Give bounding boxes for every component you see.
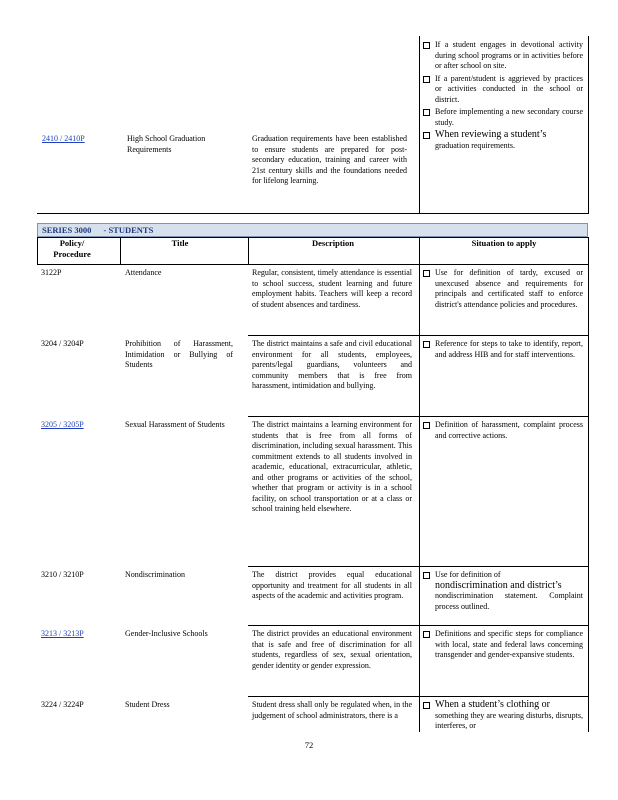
policy-cell bbox=[42, 134, 122, 145]
list-item: Reference for steps to take to identify, report, and address HIB and for staff interventions. bbox=[423, 339, 583, 360]
page-number: 72 bbox=[304, 740, 314, 750]
checkbox-bullet-icon bbox=[423, 42, 430, 49]
policy-code: 3224 / 3224P bbox=[41, 700, 84, 709]
row-divider bbox=[248, 696, 589, 697]
row-description: Regular, consistent, timely attendance is essential to school success, student learning and future employment habits. Teachers will keep a record of student absences and tardiness. bbox=[252, 268, 412, 309]
checkbox-bullet-icon bbox=[423, 702, 430, 709]
policy-link[interactable]: 3213 / 3213P bbox=[41, 629, 84, 638]
row-divider bbox=[248, 416, 589, 417]
row-divider bbox=[248, 335, 589, 336]
table-border bbox=[248, 237, 249, 264]
table-border bbox=[37, 264, 589, 265]
table-border bbox=[37, 237, 38, 264]
table-border bbox=[419, 237, 420, 732]
row-situation bbox=[423, 268, 583, 312]
table-row bbox=[41, 339, 116, 350]
policy-code: 3204 / 3204P bbox=[41, 339, 84, 348]
row-description: The district provides an educational environment that is safe and free of discrimination for all students, regardless of sex, sexual orientation, gender identity or gender expression. bbox=[252, 629, 412, 670]
list-item: Definitions and specific steps for compliance with local, state and federal laws concerning transgender and gender-expansive students. bbox=[423, 629, 583, 661]
checkbox-bullet-icon bbox=[423, 109, 430, 116]
policy-link[interactable]: 2410 / 2410P bbox=[42, 134, 85, 143]
row-description: The district maintains a safe and civil educational environment for all students, employees, parents/legal guardians, volunteers and community members that is free from harassment, intimidation and bullying. bbox=[252, 339, 412, 390]
list-item: Before implementing a new secondary course study. bbox=[423, 107, 583, 128]
table-row bbox=[41, 570, 116, 581]
list-item: When reviewing a student’s graduation requirements. bbox=[423, 130, 583, 151]
row-situation bbox=[423, 339, 583, 362]
series-header: SERIES 3000 - STUDENTS bbox=[37, 223, 588, 237]
row-description: Student dress shall only be regulated when, in the judgement of school administrators, there is a bbox=[252, 700, 412, 720]
table-border bbox=[419, 36, 420, 214]
checkbox-bullet-icon bbox=[423, 270, 430, 277]
list-item: When a student’s clothing or something they are wearing disturbs, disrupts, interferes, or bbox=[423, 700, 583, 732]
table-row bbox=[41, 268, 116, 279]
list-item: Use for definition of tardy, excused or unexcused absence and requirements for principals and certificated staff to enforce district's attendance policies and procedures. bbox=[423, 268, 583, 310]
table-border bbox=[120, 237, 121, 264]
table-row bbox=[41, 420, 116, 431]
table-border bbox=[588, 237, 589, 732]
checkbox-bullet-icon bbox=[423, 76, 430, 83]
row-situation bbox=[423, 570, 583, 614]
row-situation bbox=[423, 629, 583, 663]
policy-code: 3122P bbox=[41, 268, 62, 277]
title-cell: High School Graduation Requirements bbox=[127, 134, 206, 154]
table-border bbox=[588, 36, 589, 214]
table-border bbox=[37, 213, 589, 214]
header-title: Title bbox=[171, 238, 189, 248]
list-item: Definition of harassment, complaint process and corrective actions. bbox=[423, 420, 583, 441]
row-title: Prohibition of Harassment, Intimidation or Bullying of Students bbox=[125, 339, 233, 369]
row-title: Sexual Harassment of Students bbox=[125, 420, 225, 429]
policy-link[interactable]: 3205 / 3205P bbox=[41, 420, 84, 429]
list-item: If a parent/student is aggrieved by practices or activities conducted in the school or district. bbox=[423, 74, 583, 106]
header-situation: Situation to apply bbox=[471, 238, 537, 248]
row-divider bbox=[248, 625, 589, 626]
row-title: Student Dress bbox=[125, 700, 170, 709]
row-title: Nondiscrimination bbox=[125, 570, 185, 579]
row-title: Gender-Inclusive Schools bbox=[125, 629, 208, 638]
row-description: The district maintains a learning environment for students that is free from all forms of discrimination, including sexual harassment. This commitment extends to all students involved in academic, educational, extracurricular, athletic, and other programs or activities of the school, whether that program or activity is in a school facility, on school transportation or at a class or school training held elsewhere. bbox=[252, 420, 412, 513]
row-title: Attendance bbox=[125, 268, 162, 277]
list-item: Use for definition of nondiscrimination and district’s nondiscrimination statement. Complaint process outlined. bbox=[423, 570, 583, 612]
header-description: Description bbox=[311, 238, 355, 248]
row-divider bbox=[248, 566, 589, 567]
table-row bbox=[41, 700, 116, 711]
checkbox-bullet-icon bbox=[423, 572, 430, 579]
continued-table bbox=[37, 36, 589, 214]
list-item: If a student engages in devotional activity during school programs or in activities before or after school on site. bbox=[423, 40, 583, 72]
row-situation bbox=[423, 420, 583, 443]
checkbox-bullet-icon bbox=[423, 132, 430, 139]
situation-cell bbox=[423, 40, 583, 153]
header-policy: Policy/ Procedure bbox=[53, 238, 91, 259]
checkbox-bullet-icon bbox=[423, 631, 430, 638]
description-cell: Graduation requirements have been established to ensure students are prepared for post-secondary education, training and career with 21st century skills and the foundations needed for lifelong learning. bbox=[252, 134, 407, 185]
checkbox-bullet-icon bbox=[423, 341, 430, 348]
row-description: The district provides equal educational opportunity and treatment for all students in all aspects of the academic and activities program. bbox=[252, 570, 412, 600]
table-row bbox=[41, 629, 116, 640]
checkbox-bullet-icon bbox=[423, 422, 430, 429]
policy-code: 3210 / 3210P bbox=[41, 570, 84, 579]
row-situation bbox=[423, 700, 583, 734]
